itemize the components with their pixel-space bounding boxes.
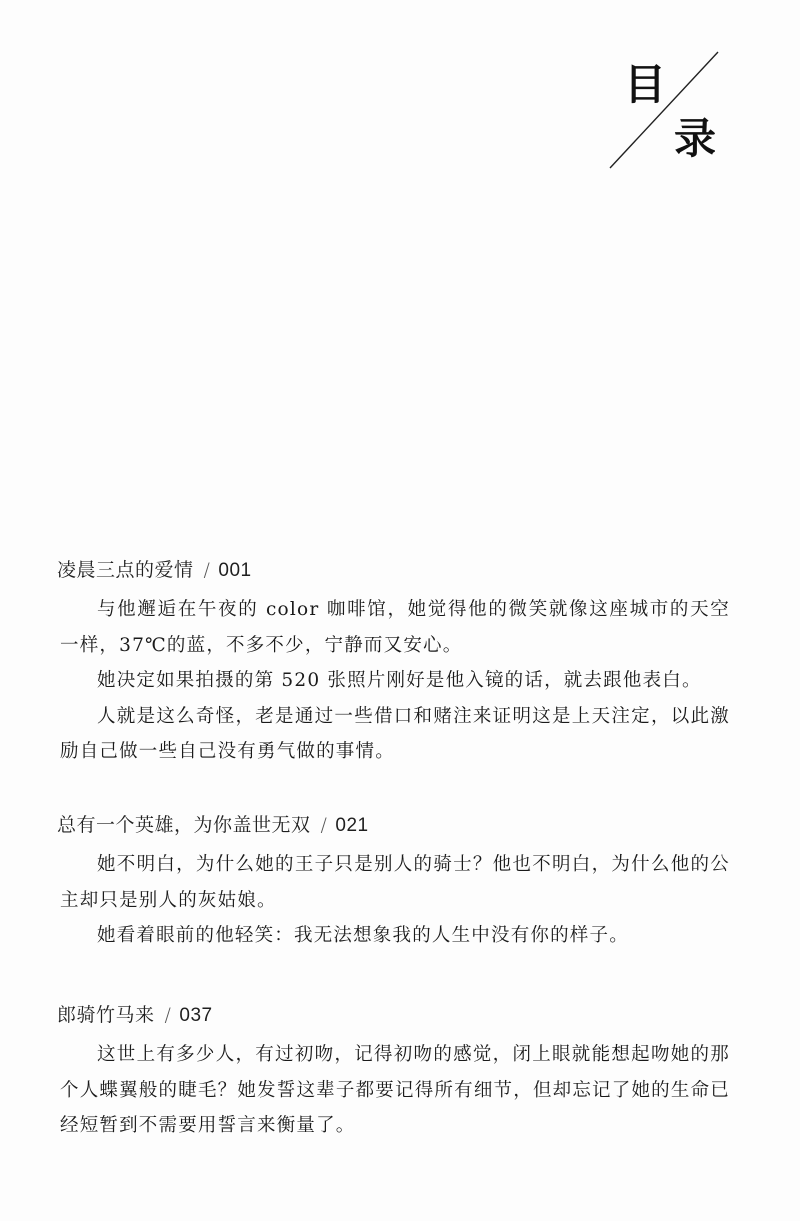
entry-heading[interactable] bbox=[57, 810, 369, 837]
summary-paragraph: 她看着眼前的他轻笑：我无法想象我的人生中没有你的样子。 bbox=[97, 925, 629, 946]
entry-separator: / bbox=[164, 1004, 172, 1026]
entry-summary bbox=[60, 1037, 730, 1144]
summary-paragraph: 她不明白，为什么她的王子只是别人的骑士？他也不明白，为什么他的公主却只是别人的灰姑娘。 bbox=[60, 854, 730, 911]
entry-summary bbox=[60, 847, 730, 954]
title-char-1: 目 bbox=[624, 60, 667, 109]
entry-page-number: 021 bbox=[335, 815, 369, 836]
entry-page-number: 037 bbox=[179, 1005, 213, 1026]
title-char-2: 录 bbox=[674, 114, 717, 163]
entry-separator: / bbox=[320, 814, 328, 836]
summary-paragraph: 她决定如果拍摄的第 520 张照片刚好是他入镜的话，就去跟他表白。 bbox=[97, 670, 702, 691]
summary-paragraph: 人就是这么奇怪，老是通过一些借口和赌注来证明这是上天注定，以此激励自己做一些自己没有勇气做的事情。 bbox=[60, 705, 730, 762]
summary-paragraph: 与他邂逅在午夜的 color 咖啡馆，她觉得他的微笑就像这座城市的天空一样，37℃的蓝，不多不少，宁静而又安心。 bbox=[60, 599, 730, 656]
toc-title bbox=[600, 48, 730, 178]
entry-summary bbox=[60, 592, 730, 770]
entry-page-number: 001 bbox=[218, 560, 252, 581]
entry-title: 郎骑竹马来 bbox=[57, 1004, 155, 1026]
entry-separator: / bbox=[203, 559, 211, 581]
summary-paragraph: 这世上有多少人，有过初吻，记得初吻的感觉，闭上眼就能想起吻她的那个人蝶翼般的睫毛？她发誓这辈子都要记得所有细节，但却忘记了她的生命已经短暂到不需要用誓言来衡量了。 bbox=[60, 1044, 730, 1136]
entry-heading[interactable] bbox=[57, 555, 252, 582]
entry-title: 凌晨三点的爱情 bbox=[57, 559, 194, 581]
entry-title: 总有一个英雄，为你盖世无双 bbox=[57, 814, 311, 836]
entry-heading[interactable] bbox=[57, 1000, 213, 1027]
